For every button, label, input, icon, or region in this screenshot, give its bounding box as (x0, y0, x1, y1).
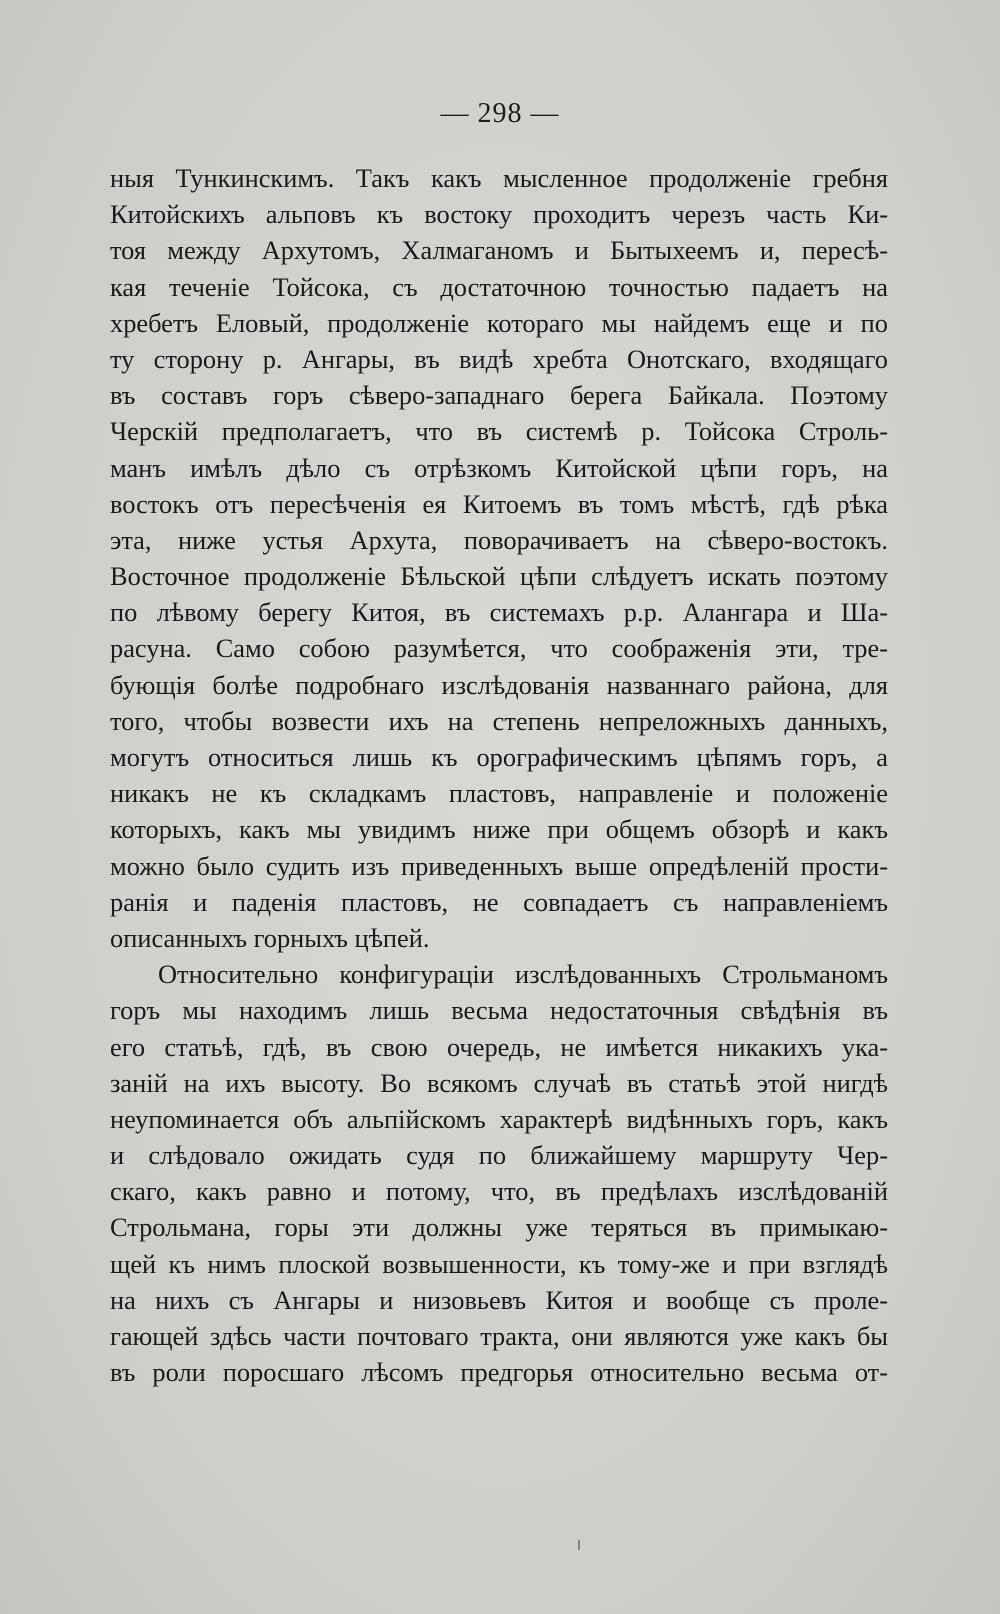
text-line: которыхъ, какъ мы увидимъ ниже при общемъ обзорѣ и какъ (110, 814, 888, 845)
text-line: Восточное продолженіе Бѣльской цѣпи слѣдуетъ искать поэтому (110, 561, 888, 592)
text-line: манъ имѣлъ дѣло съ отрѣзкомъ Китойской цѣпи горъ, на (110, 452, 888, 483)
text-line: эта, ниже устья Архута, поворачиваетъ на сѣверо-востокъ. (110, 524, 888, 555)
text-line: щей къ нимъ плоской возвышенности, къ тому-же и при взглядѣ (110, 1248, 888, 1279)
text-line: бующія болѣе подробнаго изслѣдованія названнаго района, для (110, 669, 888, 700)
page-number: — 298 — (440, 98, 560, 129)
paragraph-1 (110, 160, 888, 956)
text-line: могутъ относиться лишь къ орографическимъ цѣпямъ горъ, а (110, 742, 888, 772)
text-line: того, чтобы возвести ихъ на степень непреложныхъ данныхъ, (110, 705, 888, 736)
body-text (110, 160, 888, 1390)
text-line: можно было судить изъ приведенныхъ выше опредѣленій прости- (110, 850, 888, 881)
text-line: горъ мы находимъ лишь весьма недостаточныя свѣдѣнія въ (110, 995, 888, 1026)
text-line: никакъ не къ складкамъ пластовъ, направленіе и положеніе (110, 778, 888, 809)
text-line: Китойскихъ альповъ къ востоку проходитъ черезъ часть Ки- (110, 199, 888, 230)
text-line: расуна. Само собою разумѣется, что соображенія эти, тре- (110, 633, 888, 664)
text-line: Черскій предполагаетъ, что въ системѣ р. Тойсока Строль- (110, 416, 888, 447)
text-line: востокъ отъ пересѣченія ея Китоемъ въ томъ мѣстѣ, гдѣ рѣка (110, 488, 888, 519)
text-line: и слѣдовало ожидать судя по ближайшему маршруту Чер- (110, 1140, 888, 1171)
paragraph-2 (110, 956, 888, 1390)
text-line: ранія и паденія пластовъ, не совпадаетъ съ направленіемъ (110, 886, 888, 917)
text-line: въ роли поросшаго лѣсомъ предгорья относительно весьма от- (110, 1357, 888, 1388)
text-line: на нихъ съ Ангары и низовьевъ Китоя и вообще съ проле- (110, 1284, 888, 1315)
text-line: хребетъ Еловый, продолженіе котораго мы найдемъ еще и по (110, 307, 888, 338)
text-line: ныя Тункинскимъ. Такъ какъ мысленное продолженіе гребня (110, 163, 888, 193)
text-line: заній на ихъ высоту. Во всякомъ случаѣ въ статьѣ этой нигдѣ (110, 1067, 888, 1098)
text-line: по лѣвому берегу Китоя, въ системахъ р.р. Алангара и Ша- (110, 597, 888, 628)
text-line: тоя между Архутомъ, Халмаганомъ и Бытыхеемъ и, пересѣ- (110, 235, 888, 266)
text-line: Относительно конфигураціи изслѣдованныхъ Строльманомъ (158, 959, 888, 990)
text-line: описанныхъ горныхъ цѣпей. (110, 922, 430, 953)
text-line: гающей здѣсь части почтоваго тракта, они являются уже какъ бы (110, 1321, 888, 1351)
text-line: ту сторону р. Ангары, въ видѣ хребта Онотскаго, входящаго (110, 343, 888, 374)
text-line: скаго, какъ равно и потому, что, въ предѣлахъ изслѣдованій (110, 1176, 888, 1207)
text-line: кая теченіе Тойсока, съ достаточною точностью падаетъ на (110, 271, 888, 302)
text-line: его статьѣ, гдѣ, въ свою очередь, не имѣется никакихъ ука- (110, 1031, 888, 1062)
text-line: неупоминается объ альпійскомъ характерѣ видѣнныхъ горъ, какъ (110, 1103, 888, 1134)
text-line: въ составъ горъ сѣверо-западнаго берега Байкала. Поэтому (110, 380, 888, 411)
text-line: Строльмана, горы эти должны уже теряться въ примыкаю- (110, 1212, 888, 1243)
paper-speck (578, 1540, 580, 1550)
